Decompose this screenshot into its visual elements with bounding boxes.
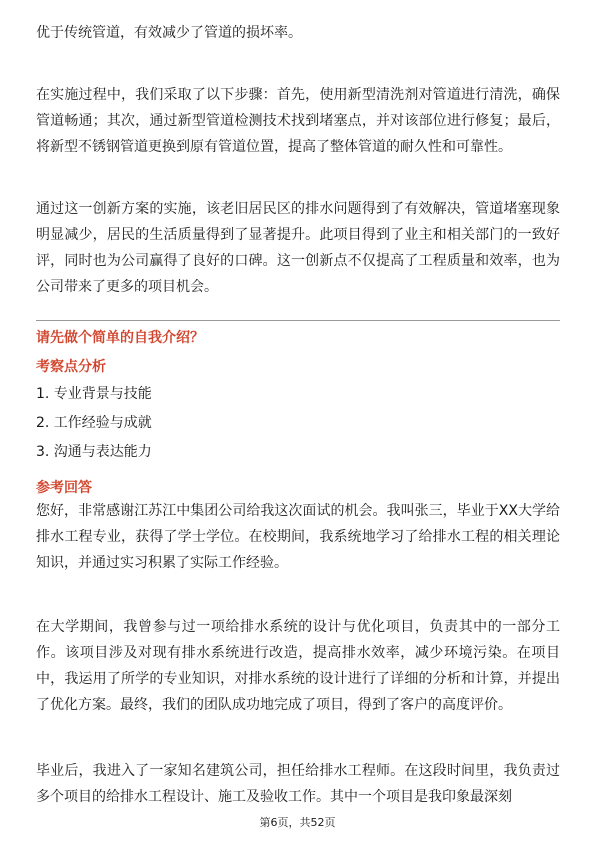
section-divider bbox=[36, 320, 560, 321]
question-title: 请先做个简单的自我介绍？ bbox=[36, 330, 204, 346]
analysis-heading: 考察点分析 bbox=[36, 359, 106, 375]
paragraph-implementation-steps: 在实施过程中，我们采取了以下步骤：首先，使用新型清洗剂对管道进行清洗，确保管道畅通；其次，通过新型管道检测技术找到堵塞点，并对该部位进行修复；最后，将新型不锈钢管道更换到原有管道位置，提高了整体管道的耐久性和可靠性。 bbox=[36, 87, 560, 155]
answer-paragraph-university: 在大学期间，我曾参与过一项给排水系统的设计与优化项目，负责其中的一部分工作。该项目涉及对现有排水系统进行改造，提高排水效率，减少环境污染。在项目中，我运用了所学的专业知识，对排水系统的设计进行了详细的分析和计算，并提出了优化方案。最终，我们的团队成功地完成了项目，得到了客户的高度评价。 bbox=[36, 619, 560, 713]
analysis-point: 1. 专业背景与技能 bbox=[36, 386, 152, 402]
page-number: 第6页，共52页 bbox=[259, 816, 336, 829]
answer-paragraph-intro: 您好，非常感谢江苏江中集团公司给我这次面试的机会。我叫张三，毕业于XX大学给排水工程专业，获得了学士学位。在校期间，我系统地学习了给排水工程的相关理论知识，并通过实习积累了实际工作经验。 bbox=[36, 503, 560, 571]
paragraph-project-outcome: 通过这一创新方案的实施，该老旧居民区的排水问题得到了有效解决，管道堵塞现象明显减少，居民的生活质量得到了显著提升。此项目得到了业主和相关部门的一致好评，同时也为公司赢得了良好的口碑。这一创新点不仅提高了工程质量和效率，也为公司带来了更多的项目机会。 bbox=[36, 201, 560, 295]
analysis-point: 3. 沟通与表达能力 bbox=[36, 444, 152, 460]
analysis-point: 2. 工作经验与成就 bbox=[36, 415, 152, 431]
paragraph-continuation: 优于传统管道，有效减少了管道的损坏率。 bbox=[36, 25, 302, 41]
answer-heading: 参考回答 bbox=[36, 480, 92, 496]
answer-paragraph-career: 毕业后，我进入了一家知名建筑公司，担任给排水工程师。在这段时间里，我负责过多个项目的给排水工程设计、施工及验收工作。其中一个项目是我印象最深刻 bbox=[36, 763, 560, 805]
